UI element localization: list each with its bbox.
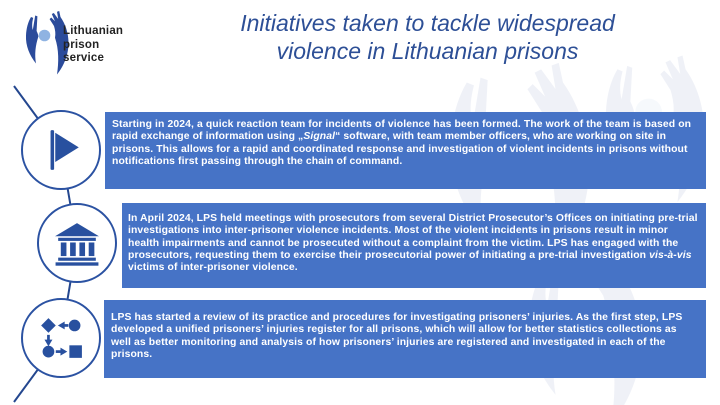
logo-line: Lithuanian [63, 25, 124, 37]
icon-circle [37, 203, 117, 283]
item-text: LPS has started a review of its practice and procedures for investigating prisoners’ injuries. As the first step, LPS developed a unified prisoners’ injuries register for all prisons, which will allow for better statistics collections as well as better monitoring and analysis of how prisoners’ injuries are registered and investigated in each of the prisons. [111, 312, 683, 361]
title-line-2: violence in Lithuanian prisons [276, 38, 579, 64]
item-text-box [104, 300, 706, 378]
item-text: Starting in 2024, a quick reaction team for incidents of violence has been formed. The work of the team is based on rapid exchange of information using „Signal“ software, with team member officers, who are working on site in prisons. This allows for a rapid and coordinated response and investigation of violent incidents in prisons without notifications first passing through the chain of command. [112, 119, 692, 168]
flag-icon [38, 127, 84, 173]
icon-circle [21, 110, 101, 190]
item-text-box [105, 112, 706, 189]
title-line-1: Initiatives taken to tackle widespread [240, 10, 615, 36]
logo-line: prison [63, 38, 100, 51]
workflow-icon [38, 315, 84, 361]
logo-line: service [63, 52, 105, 64]
bank-icon [54, 220, 100, 266]
icon-circle [21, 298, 101, 378]
item-text: In April 2024, LPS held meetings with prosecutors from several District Prosecutor’s Offices on initiating pre-trial investigations into inter-prisoner violence incidents. Most of the violent incidents in prisons result in minor health impairments and cannot be prosecuted without a complaint from the victim. LPS has engaged with the prosecutors, requesting them to exercise their prosecutorial power of initiating a pre-trial investigation vis-à-vis victims of inter-prisoner violence. [128, 213, 698, 274]
item-text-box [122, 203, 706, 288]
